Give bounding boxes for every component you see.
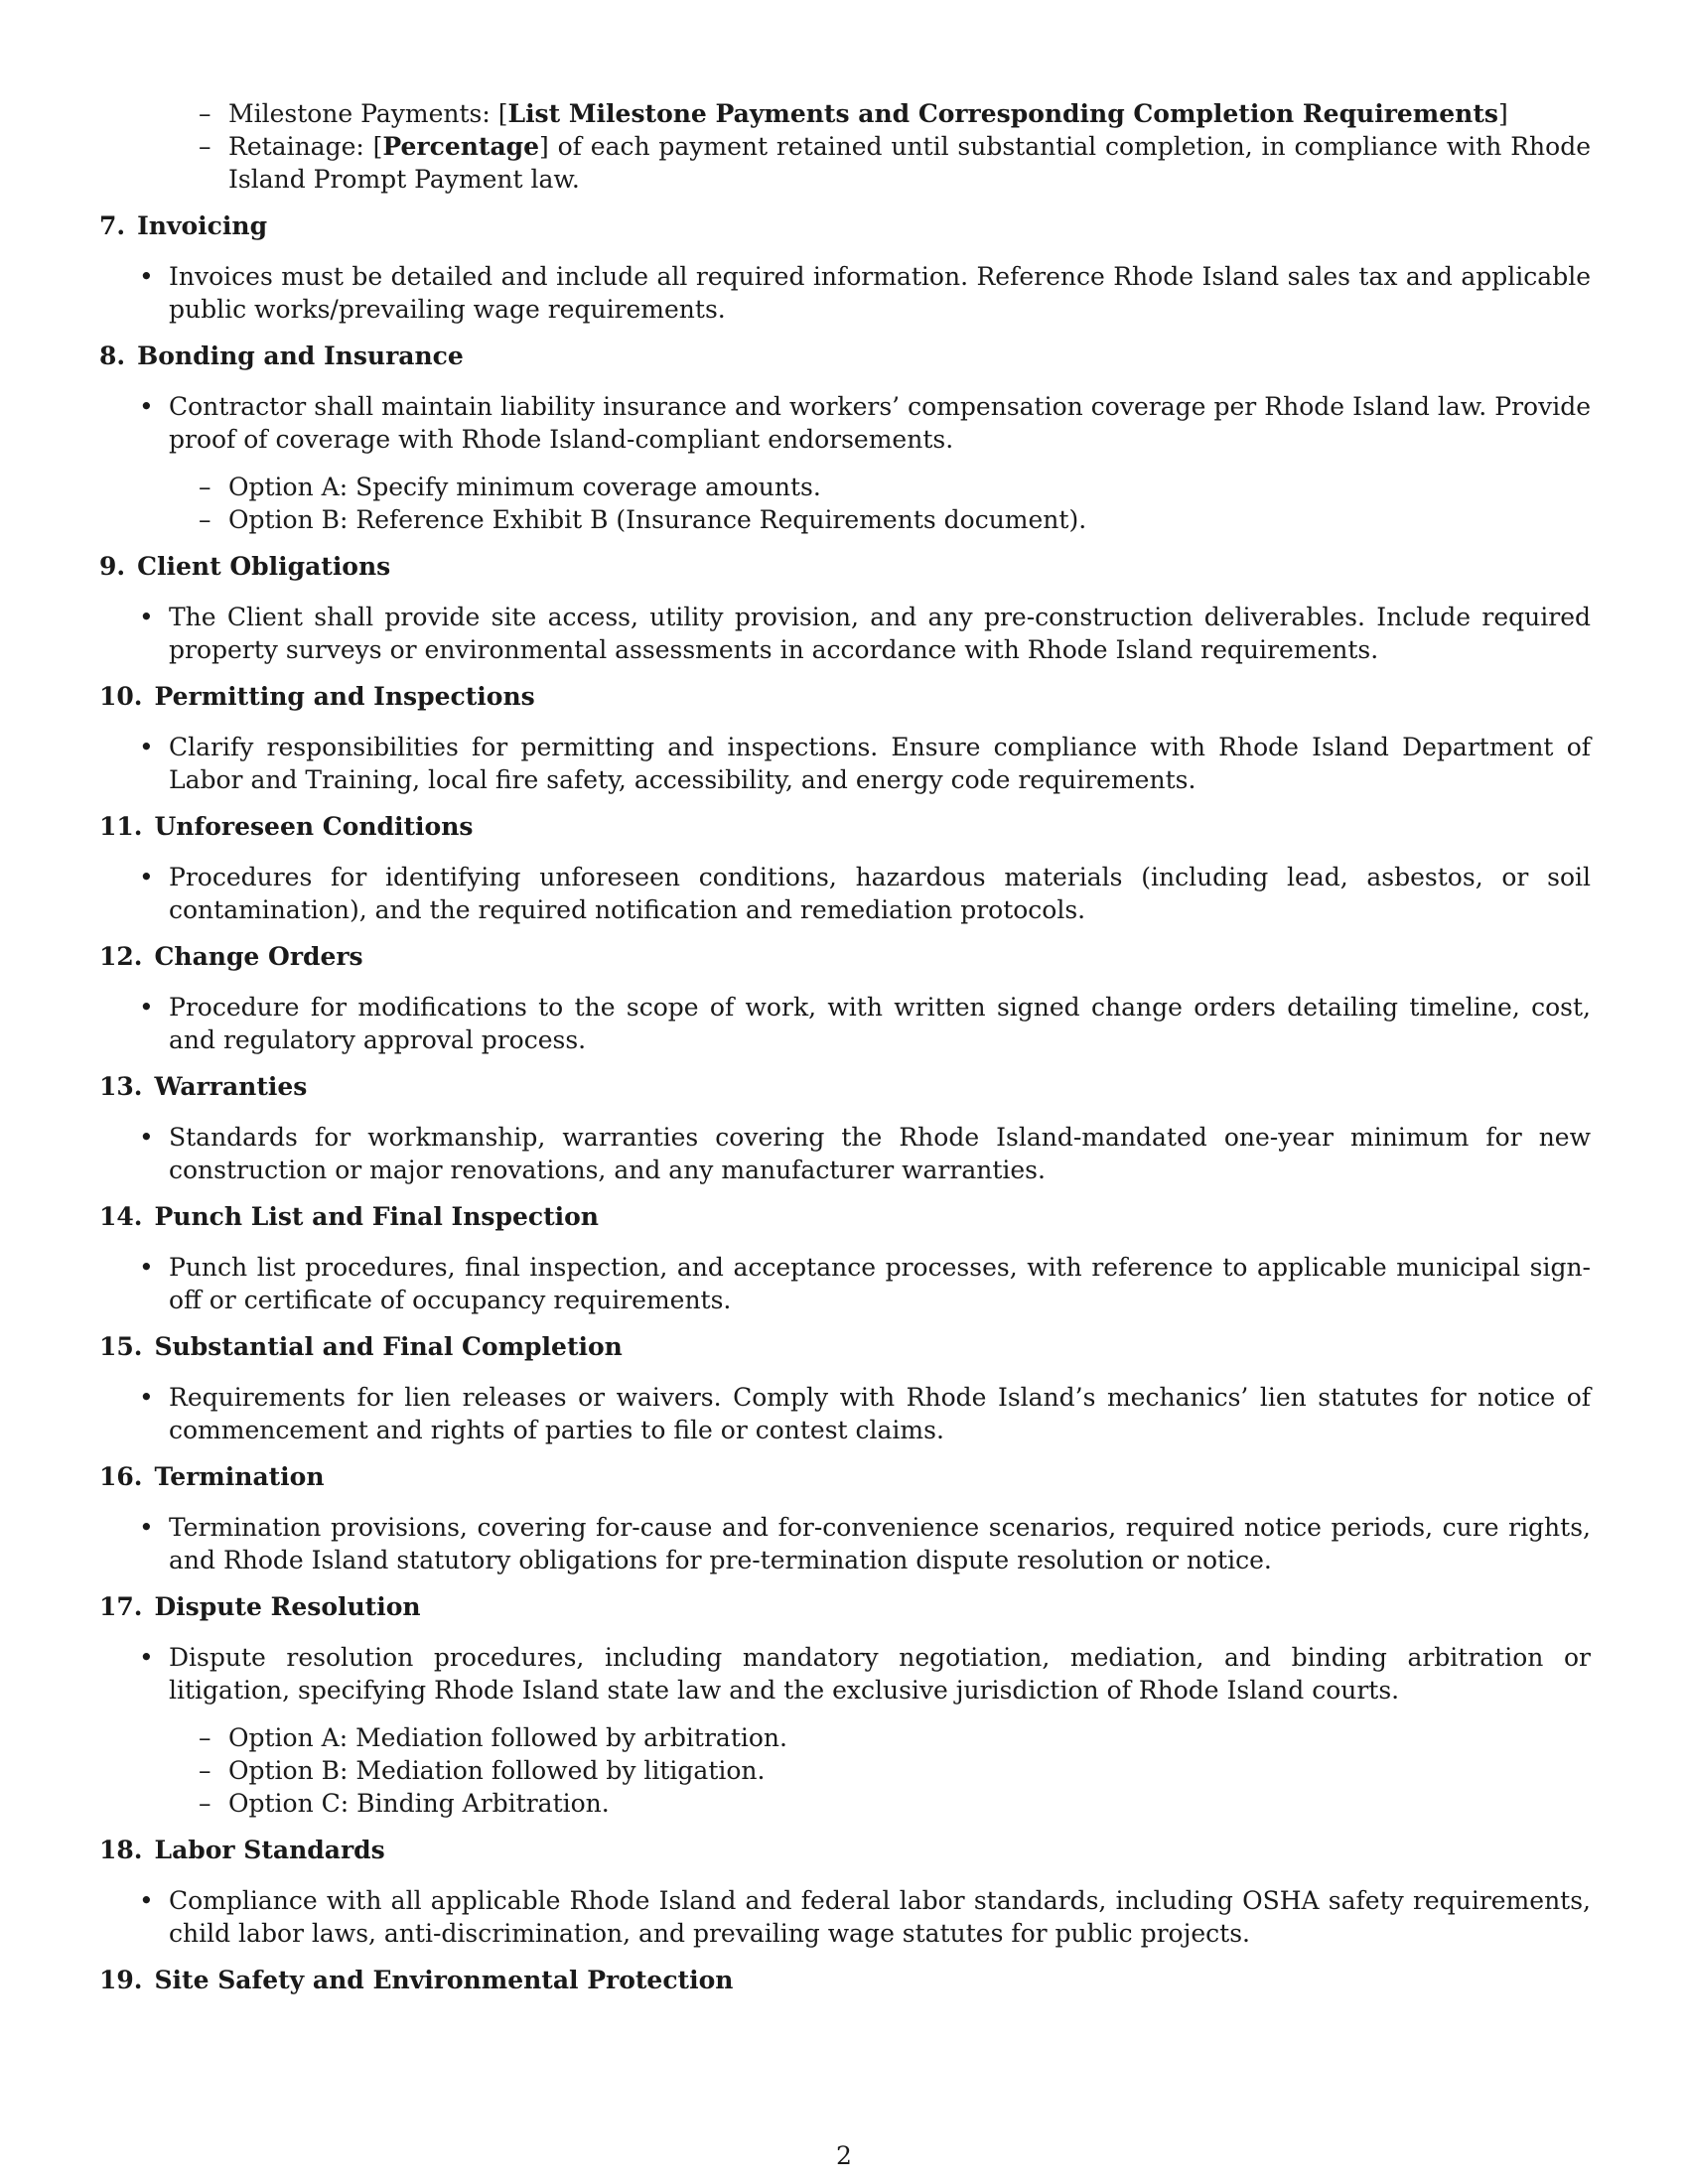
section-7	[99, 209, 1591, 326]
section-15	[99, 1330, 1591, 1446]
continued-item	[99, 130, 1591, 196]
section-number: 9.	[99, 552, 126, 581]
item-placeholder: Percentage	[382, 132, 540, 161]
section-17	[99, 1590, 1591, 1820]
item-prefix: Retainage: [	[228, 132, 383, 161]
section-number: 17.	[99, 1592, 143, 1621]
section-heading	[99, 340, 1591, 372]
section-8	[99, 340, 1591, 536]
section-bullet: • Requirements for lien releases or waivers. Comply with Rhode Island’s mechanics’ lien statutes for notice of commencement and rights of parties to file or contest claims.	[99, 1381, 1591, 1446]
item-suffix: ] of each payment retained until substantial completion, in compliance with Rhode Island Prompt Payment law.	[228, 132, 1591, 194]
section-heading	[99, 940, 1591, 973]
option-item: – Option C: Binding Arbitration.	[99, 1787, 1591, 1820]
section-heading	[99, 1460, 1591, 1493]
section-bullet: • Clarify responsibilities for permitting and inspections. Ensure compliance with Rhode Island Department of Labor and Training, local fire safety, accessibility, and energy code requirements.	[99, 731, 1591, 796]
section-title: Site Safety and Environmental Protection	[154, 1966, 734, 1994]
section-number: 16.	[99, 1462, 143, 1491]
section-number: 15.	[99, 1332, 143, 1361]
section-heading	[99, 550, 1591, 583]
section-18	[99, 1834, 1591, 1950]
section-heading	[99, 1834, 1591, 1866]
section-number: 19.	[99, 1966, 143, 1994]
section-title: Client Obligations	[137, 552, 391, 581]
section-title: Bonding and Insurance	[137, 341, 464, 370]
option-item: – Option B: Mediation followed by litigation.	[99, 1754, 1591, 1787]
option-item: – Option A: Specify minimum coverage amounts.	[99, 471, 1591, 503]
section-heading	[99, 680, 1591, 713]
item-suffix: ]	[1497, 99, 1508, 128]
section-heading	[99, 209, 1591, 242]
section-heading	[99, 1330, 1591, 1363]
section-19	[99, 1964, 1591, 1996]
section-bullet: • Invoices must be detailed and include all required information. Reference Rhode Island sales tax and applicable public works/prevailing wage requirements.	[99, 260, 1591, 326]
option-item: – Option B: Reference Exhibit B (Insurance Requirements document).	[99, 503, 1591, 536]
section-number: 7.	[99, 211, 126, 240]
section-title: Labor Standards	[154, 1836, 385, 1864]
section-number: 13.	[99, 1072, 143, 1101]
section-number: 18.	[99, 1836, 143, 1864]
section-title: Termination	[154, 1462, 325, 1491]
section-number: 12.	[99, 942, 143, 971]
section-9	[99, 550, 1591, 666]
section-bullet: • Standards for workmanship, warranties covering the Rhode Island-mandated one-year minimum for new construction or major renovations, and any manufacturer warranties.	[99, 1121, 1591, 1186]
document-body	[99, 97, 1591, 1996]
section-bullet: • Compliance with all applicable Rhode Island and federal labor standards, including OSHA safety requirements, child labor laws, anti-discrimination, and prevailing wage statutes for public projects.	[99, 1884, 1591, 1950]
section-13	[99, 1070, 1591, 1186]
section-title: Change Orders	[154, 942, 363, 971]
section-title: Substantial and Final Completion	[154, 1332, 623, 1361]
item-placeholder: List Milestone Payments and Corresponding Completion Requirements	[507, 99, 1498, 128]
section-10	[99, 680, 1591, 796]
section-bullet: • Procedure for modifications to the scope of work, with written signed change orders detailing timeline, cost, and regulatory approval process.	[99, 991, 1591, 1056]
item-prefix: Milestone Payments: [	[228, 99, 508, 128]
section-bullet: • Procedures for identifying unforeseen conditions, hazardous materials (including lead, asbestos, or soil contamination), and the required notification and remediation protocols.	[99, 861, 1591, 926]
section-heading	[99, 1590, 1591, 1623]
section-16	[99, 1460, 1591, 1576]
section-heading	[99, 1964, 1591, 1996]
section-heading	[99, 810, 1591, 843]
section-14	[99, 1200, 1591, 1316]
section-heading	[99, 1070, 1591, 1103]
option-list	[99, 471, 1591, 536]
page-number: 2	[836, 2141, 852, 2170]
section-number: 14.	[99, 1202, 143, 1231]
section-bullet: • Dispute resolution procedures, including mandatory negotiation, mediation, and binding arbitration or litigation, specifying Rhode Island state law and the exclusive jurisdiction of Rhode Island courts.	[99, 1641, 1591, 1706]
section-11	[99, 810, 1591, 926]
section-bullet: • Termination provisions, covering for-cause and for-convenience scenarios, required notice periods, cure rights, and Rhode Island statutory obligations for pre-termination dispute resolution or notice.	[99, 1511, 1591, 1576]
continued-payment-items	[99, 97, 1591, 196]
section-bullet: • Punch list procedures, final inspection, and acceptance processes, with reference to applicable municipal sign-off or certificate of occupancy requirements.	[99, 1251, 1591, 1316]
section-title: Unforeseen Conditions	[154, 812, 474, 841]
section-number: 10.	[99, 682, 143, 711]
section-title: Dispute Resolution	[154, 1592, 421, 1621]
option-item: – Option A: Mediation followed by arbitration.	[99, 1721, 1591, 1754]
section-bullet: • The Client shall provide site access, utility provision, and any pre-construction deliverables. Include required property surveys or environmental assessments in accordance with Rhode Island requirements.	[99, 601, 1591, 666]
section-bullet: • Contractor shall maintain liability insurance and workers’ compensation coverage per Rhode Island law. Provide proof of coverage with Rhode Island-compliant endorsements.	[99, 390, 1591, 456]
section-title: Invoicing	[137, 211, 268, 240]
section-heading	[99, 1200, 1591, 1233]
section-12	[99, 940, 1591, 1056]
section-title: Punch List and Final Inspection	[154, 1202, 599, 1231]
sections-container	[99, 209, 1591, 1996]
option-list	[99, 1721, 1591, 1820]
section-title: Warranties	[154, 1072, 308, 1101]
section-title: Permitting and Inspections	[154, 682, 535, 711]
section-number: 8.	[99, 341, 126, 370]
continued-item	[99, 97, 1591, 130]
section-number: 11.	[99, 812, 143, 841]
